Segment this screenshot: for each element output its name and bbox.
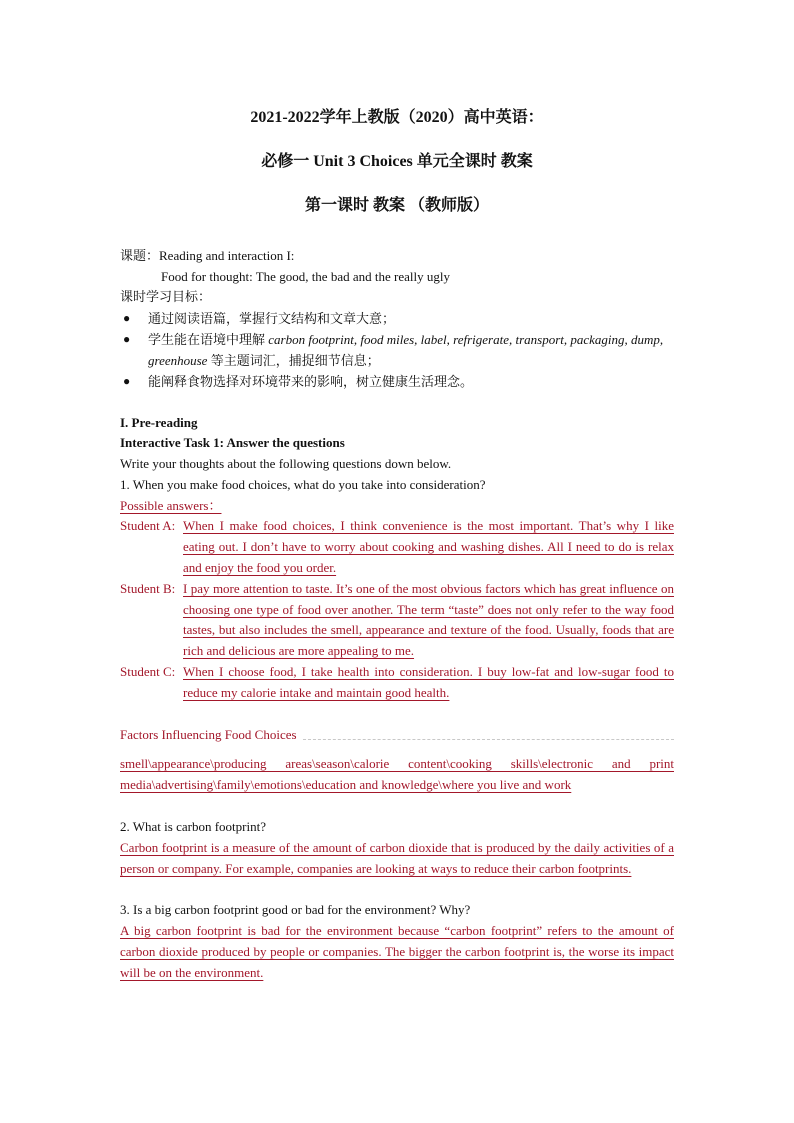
bullet-icon: ● xyxy=(123,310,131,325)
student-label: Student C: xyxy=(120,664,176,680)
question-3: 3. Is a big carbon footprint good or bad for the environment? Why? xyxy=(120,902,471,918)
goal-vocab-terms: carbon footprint, food miles, label, refrigerate, transport, packaging, dump, greenhouse xyxy=(148,331,664,368)
factors-heading-row xyxy=(120,725,674,746)
goal-item xyxy=(120,371,674,392)
bullet-icon: ● xyxy=(123,331,131,346)
section-heading: I. Pre-reading xyxy=(120,414,198,430)
answer-3: A big carbon footprint is bad for the environment because “carbon footprint” refers to the amount of carbon dioxide produced by people or companies. The bigger the carbon footprint is, the worse its impact will be on the environment. xyxy=(120,923,674,980)
task-heading: Interactive Task 1: Answer the questions xyxy=(120,435,345,451)
goals-label: 课时学习目标： xyxy=(120,289,212,304)
pre-reading-section xyxy=(120,413,674,984)
question-1: 1. When you make food choices, what do you take into consideration? xyxy=(120,476,486,492)
dashed-divider xyxy=(303,738,674,740)
document-title-line2: 必修一 Unit 3 Choices 单元全课时 教案 xyxy=(261,153,533,170)
question-2: 2. What is carbon footprint? xyxy=(120,819,266,835)
goal-text: 通过阅读语篇，掌握行文结构和文章大意； xyxy=(148,310,396,326)
goal-text: 学生能在语境中理解 xyxy=(148,331,269,347)
factors-title: Factors Influencing Food Choices xyxy=(120,726,297,742)
lesson-meta xyxy=(120,246,674,392)
student-label: Student A: xyxy=(120,518,176,534)
possible-answers-label: Possible answers： xyxy=(120,497,222,513)
factors-text: smell\appearance\producing areas\season\calorie content\cooking skills\electronic and print media\advertising\family\emotions\education and knowledge\where you live and work xyxy=(120,756,674,793)
goal-item xyxy=(120,329,674,371)
topic-value: Reading and interaction I: xyxy=(159,248,295,263)
student-label: Student B: xyxy=(120,580,176,596)
goal-text: 等主题词汇，捕捉细节信息； xyxy=(207,352,380,368)
answer-student-a xyxy=(120,516,674,578)
document-page xyxy=(120,104,674,984)
document-title-line1: 2021-2022学年上教版（2020）高中英语： xyxy=(250,109,544,126)
bullet-icon: ● xyxy=(123,373,131,388)
goal-item xyxy=(120,308,674,329)
answer-text: When I make food choices, I think convenience is the most important. That’s why I like eating out. I don’t have to worry about cooking and washing dishes. All I need to do is relax and enjoy the food you order. xyxy=(183,518,674,576)
goal-text: 能阐释食物选择对环境带来的影响，树立健康生活理念。 xyxy=(148,373,474,389)
topic-label: 课题： xyxy=(120,248,160,263)
topic-subtitle: Food for thought: The good, the bad and the really ugly xyxy=(161,268,450,284)
lesson-topic xyxy=(120,246,674,267)
answer-2: Carbon footprint is a measure of the amount of carbon dioxide that is produced by the daily activities of a person or company. For example, companies are looking at ways to reduce their carbon footprints. xyxy=(120,839,674,876)
answer-student-c xyxy=(120,662,674,704)
task-instruction: Write your thoughts about the following questions down below. xyxy=(120,456,452,472)
goals-list xyxy=(120,308,674,392)
answer-text: When I choose food, I take health into consideration. I buy low-fat and low-sugar food to reduce my calorie intake and maintain good health. xyxy=(183,664,674,700)
document-title-line3: 第一课时 教案 （教师版） xyxy=(304,197,489,214)
answer-student-b xyxy=(120,579,674,662)
answer-text: I pay more attention to taste. It’s one of the most obvious factors which has great influence on choosing one type of food over another. The term “taste” does not only refer to the way food tastes, but also includes the smell, appearance and texture of the food. Usually, foods that are rich and delicious are more appealing to me. xyxy=(183,580,674,659)
